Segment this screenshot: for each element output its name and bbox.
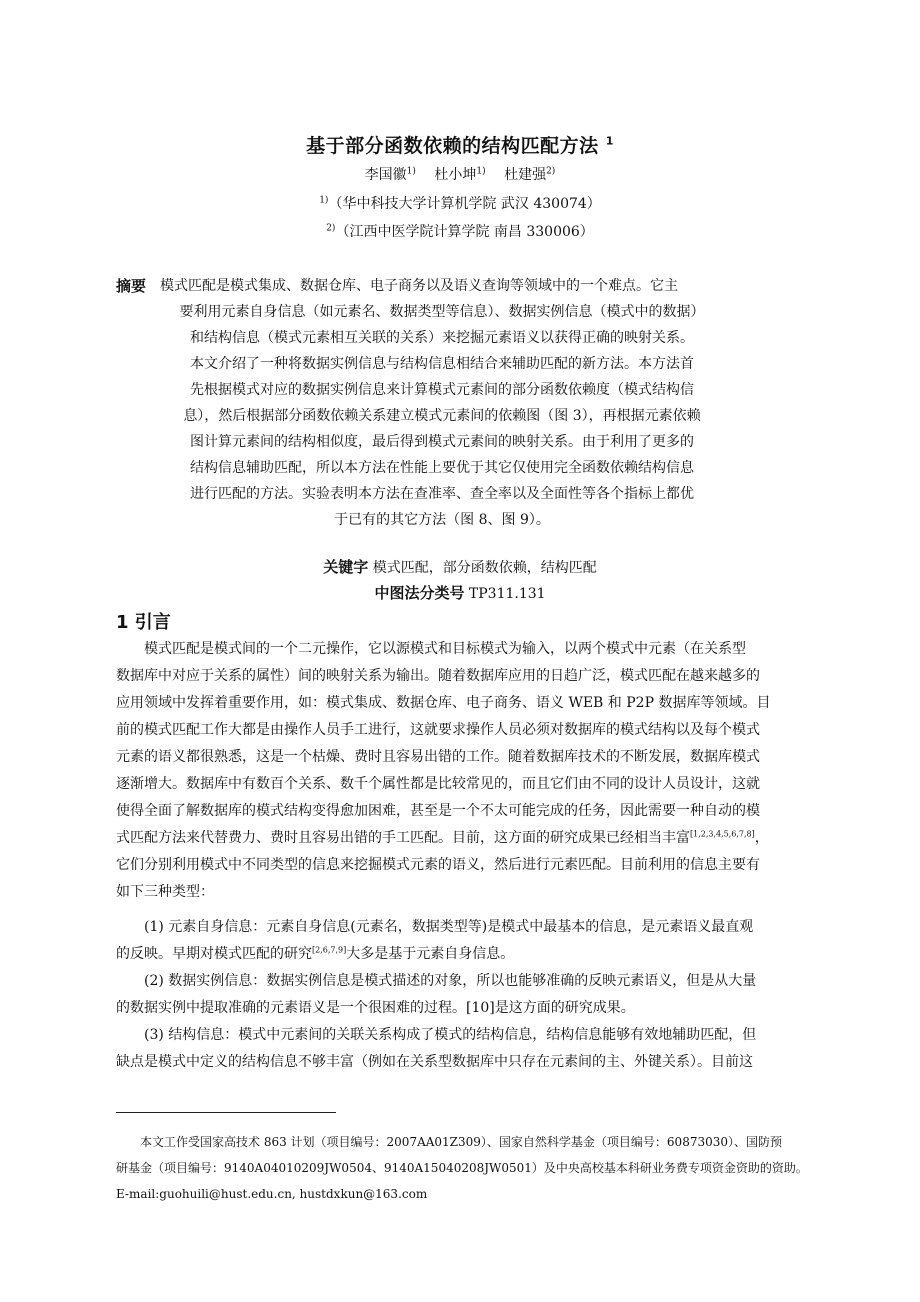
abstract-label: 摘要 — [116, 277, 147, 295]
classification — [0, 582, 920, 603]
body-line: 式匹配方法来代替费力、费时且容易出错的手工匹配。目前，这方面的研究成果已经相当丰富[1,2,3,4,5,6,7,8]， — [116, 829, 769, 846]
affiliation-1: $^{1)}$（华中科技大学计算机学院 武汉 430074） — [319, 195, 601, 212]
list-item: (1) 元素自身信息：元素自身信息(元素名，数据类型等)是模式中最基本的信息，是元素语义最直观 — [144, 919, 754, 935]
keywords-label: 关键字 — [323, 558, 369, 576]
abstract-line: 本文介绍了一种将数据实例信息与结构信息相结合来辅助匹配的新方法。本方法首 — [190, 356, 694, 372]
info-type-list — [116, 914, 860, 1076]
list-item: (3) 结构信息：模式中元素间的关联关系构成了模式的结构信息，结构信息能够有效地辅助匹配，但 — [144, 1027, 757, 1043]
abstract-line: 先根据模式对应的数据实例信息来计算模式元素间的部分函数依赖度（模式结构信 — [190, 382, 694, 398]
classification-label: 中图法分类号 — [374, 584, 465, 602]
keywords — [0, 556, 920, 577]
intro-paragraph — [116, 636, 860, 906]
abstract-line: 模式匹配是模式集成、数据仓库、电子商务以及语义查询等领域中的一个难点。它主 — [160, 278, 678, 294]
footnote-email: E-mail:guohuili@hust.edu.cn, hustdxkun@163.com — [116, 1187, 428, 1201]
list-item: (2) 数据实例信息：数据实例信息是模式描述的对象，所以也能够准确的反映元素语义，但是从大量 — [144, 973, 757, 989]
body-line: 它们分别利用模式中不同类型的信息来挖掘模式元素的语义，然后进行元素匹配。目前利用的信息主要有 — [116, 857, 760, 873]
paper-title — [0, 131, 920, 158]
title-text: 基于部分函数依赖的结构匹配方法 — [306, 135, 599, 157]
body-line: 应用领域中发挥着重要作用，如：模式集成、数据仓库、电子商务、语义 WEB 和 P2P 数据库等领域。目 — [116, 695, 771, 711]
body-line: 数据库中对应于关系的属性）间的映射关系为输出。随着数据库应用的日趋广泛，模式匹配在越来越多的 — [116, 668, 760, 684]
footnote-line: 本文工作受国家高技术 863 计划（项目编号：2007AA01Z309）、国家自然科学基金（项目编号：60873030）、国防预 — [140, 1135, 782, 1149]
body-line: 使得全面了解数据库的模式结构变得愈加困难，甚至是一个不太可能完成的任务，因此需要一种自动的模 — [116, 803, 760, 819]
author-list — [0, 164, 920, 184]
body-line: 如下三种类型： — [116, 884, 214, 900]
citation: [1,2,3,4,5,6,7,8] — [690, 829, 755, 839]
footnote-line: 研基金（项目编号：9140A04010209JW0504、9140A15040208JW0501）及中央高校基本科研业务费专项资金资助的资助。 — [116, 1161, 808, 1175]
body-line: 逐渐增大。数据库中有数百个关系、数千个属性都是比较常见的，而且它们由不同的设计人员设计，这就 — [116, 776, 760, 792]
author: 杜建强$^{2)}$ — [504, 166, 556, 183]
keywords-text: 模式匹配，部分函数依赖，结构匹配 — [372, 560, 597, 576]
list-item-cont: 的反映。早期对模式匹配的研究[2,6,7,9]大多是基于元素自身信息。 — [116, 945, 515, 962]
abstract-line: 息），然后根据部分函数依赖关系建立模式元素间的依赖图（图 3），再根据元素依赖 — [183, 408, 701, 424]
abstract-line: 和结构信息（模式元素相互关联的关系）来挖掘元素语义以获得正确的映射关系。 — [190, 330, 694, 346]
abstract-line: 于已有的其它方法（图 8、图 9）。 — [334, 512, 550, 528]
citation: [2,6,7,9] — [312, 945, 347, 955]
title-footnote-mark: 1 — [605, 134, 614, 148]
list-item-cont: 的数据实例中提取准确的元素语义是一个很困难的过程。[10]是这方面的研究成果。 — [116, 1000, 635, 1016]
body-line: 元素的语义都很熟悉，这是一个枯燥、费时且容易出错的工作。随着数据库技术的不断发展，数据库模式 — [116, 749, 760, 765]
author: 杜小坤$^{1)}$ — [434, 166, 486, 183]
footnote-divider — [116, 1112, 336, 1113]
abstract — [116, 273, 768, 533]
list-item-cont: 缺点是模式中定义的结构信息不够丰富（例如在关系型数据库中只存在元素间的主、外键关系）。目前这 — [116, 1054, 753, 1070]
abstract-line: 结构信息辅助匹配，所以本方法在性能上要优于其它仅使用完全函数依赖结构信息 — [190, 460, 694, 476]
abstract-line: 图计算元素间的结构相似度，最后得到模式元素间的映射关系。由于利用了更多的 — [190, 434, 694, 450]
affiliation-2: $^{2)}$（江西中医学院计算学院 南昌 330006） — [326, 223, 594, 240]
classification-code: TP311.131 — [468, 586, 546, 602]
abstract-line: 进行匹配的方法。实验表明本方法在查准率、查全率以及全面性等各个指标上都优 — [190, 486, 694, 502]
body-line: 模式匹配是模式间的一个二元操作，它以源模式和目标模式为输入，以两个模式中元素（在关系型 — [144, 641, 746, 657]
footnote — [116, 1129, 860, 1207]
body-line: 前的模式匹配工作大都是由操作人员手工进行，这就要求操作人员必须对数据库的模式结构以及每个模式 — [116, 722, 760, 738]
section-heading: 1 引言 — [116, 612, 171, 633]
abstract-line: 要利用元素自身信息（如元素名、数据类型等信息）、数据实例信息（模式中的数据） — [179, 304, 705, 320]
author: 李国徽$^{1)}$ — [364, 166, 416, 183]
